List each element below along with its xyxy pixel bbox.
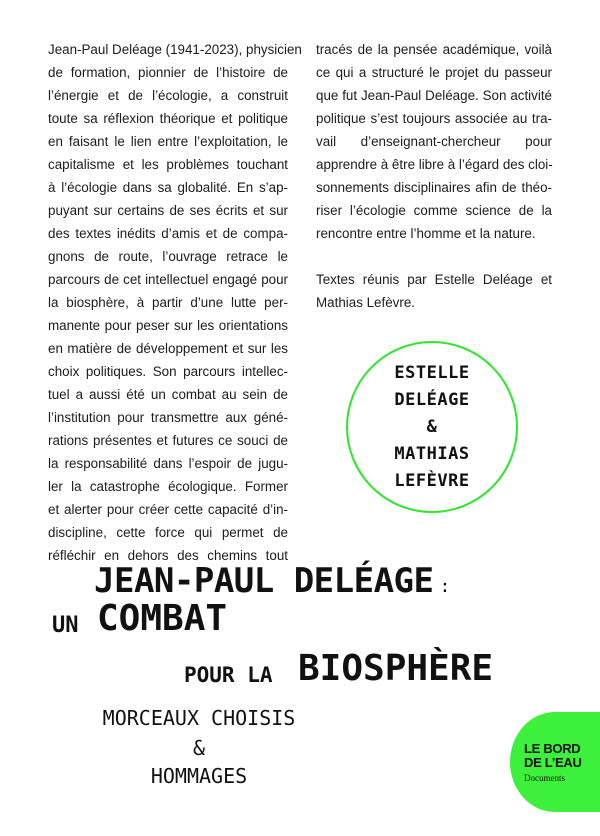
- body-text-line: la biosphère, à partir d’une lutte per-: [48, 295, 288, 310]
- title-colon: :: [439, 576, 450, 597]
- author-name: ESTELLE: [394, 362, 470, 383]
- subtitle-line: HOMMAGES: [150, 764, 248, 788]
- author-name: DELÉAGE: [394, 389, 470, 410]
- body-text-line: Jean-Paul Deléage (1941-2023), physicien: [48, 42, 302, 57]
- credits: [316, 268, 552, 314]
- body-text-line: toute sa réflexion théorique et politique: [48, 111, 288, 126]
- body-text-line: choix politiques. Son parcours intellec-: [48, 364, 288, 379]
- publisher-name-line: LE BORD: [524, 740, 581, 756]
- body-text-line: en matière de développement et sur les: [48, 341, 288, 356]
- book-title-line-3-big: BIOSPHÈRE: [298, 648, 494, 689]
- body-text-line: la responsabilité dans l’espoir de jugu-: [48, 456, 288, 471]
- body-text-line: et alerter pour créer cette capacité d’in-: [48, 502, 288, 517]
- body-text-line: que fut Jean-Paul Deléage. Son activité: [316, 88, 552, 103]
- body-text-line: rencontre entre l’homme et la nature.: [316, 226, 536, 241]
- body-text-line: sonnements disciplinaires afin de théo-: [316, 180, 552, 195]
- subtitle-line: &: [192, 736, 206, 760]
- body-text-line: des textes inédits d’amis et de compa-: [48, 226, 288, 241]
- body-text-line: manente pour peser sur les orientations: [48, 318, 288, 333]
- body-text-line: réfléchir en dehors des chemins tout: [48, 548, 288, 563]
- credits-line: Textes réunis par Estelle Deléage et: [316, 272, 552, 287]
- subtitle-line: MORCEAUX CHOISIS: [102, 706, 296, 730]
- back-cover-text-left: [48, 38, 302, 567]
- body-text-line: ce qui a structuré le projet du passeur: [316, 65, 552, 80]
- book-title-line-3-small: POUR LA: [184, 663, 273, 687]
- body-text-line: capitalisme et les problèmes touchant: [48, 157, 288, 172]
- authors-badge: [346, 341, 518, 513]
- book-title-line-2-big: COMBAT: [97, 598, 228, 639]
- body-text-line: ler la catastrophe écologique. Former: [48, 479, 288, 494]
- body-text-line: parcours de cet intellectuel engagé pour: [48, 272, 288, 287]
- book-title-line-2-small: UN: [52, 613, 79, 638]
- body-text-line: l’énergie et de l’écologie, a construit: [48, 88, 288, 103]
- book-title-line-1: JEAN-PAUL DELÉAGE :: [94, 561, 450, 601]
- credits-line: Mathias Lefèvre.: [316, 295, 415, 310]
- author-separator: &: [426, 416, 438, 437]
- back-cover-text-right: [316, 38, 552, 314]
- body-text-line: tracés de la pensée académique, voilà: [316, 42, 552, 57]
- body-text-line: l’institution pour transmettre aux géné-: [48, 410, 288, 425]
- body-text-line: apprendre à être libre à l’égard des cloi-: [316, 157, 553, 172]
- body-text-line: puyant sur certains de ses écrits et sur: [48, 203, 288, 218]
- body-text-line: tuel a aussi été un combat au sein de: [48, 387, 288, 402]
- body-text-line: en faisant le lien entre l’exploitation, le: [48, 134, 288, 149]
- publisher-collection: Documents: [524, 772, 565, 783]
- body-text-line: à l’écologie dans sa globalité. En s’ap-: [48, 180, 288, 195]
- body-text-line: vail d’enseignant-chercheur pour: [316, 134, 552, 149]
- body-text-line: discipline, cette force qui permet de: [48, 525, 288, 540]
- publisher-name-line: DE L’EAU: [524, 754, 582, 770]
- body-text-line: rations présentes et futures ce souci de: [48, 433, 288, 448]
- publisher-logo: [510, 712, 600, 812]
- author-name: LEFÈVRE: [394, 470, 470, 491]
- body-text-line: gnons de route, l’ouvrage retrace le: [48, 249, 288, 264]
- body-text-line: riser l’écologie comme science de la: [316, 203, 552, 218]
- body-text-line: de formation, pionnier de l’histoire de: [48, 65, 288, 80]
- author-name: MATHIAS: [394, 443, 470, 464]
- body-text-line: politique s’est toujours associée au tra-: [316, 111, 552, 126]
